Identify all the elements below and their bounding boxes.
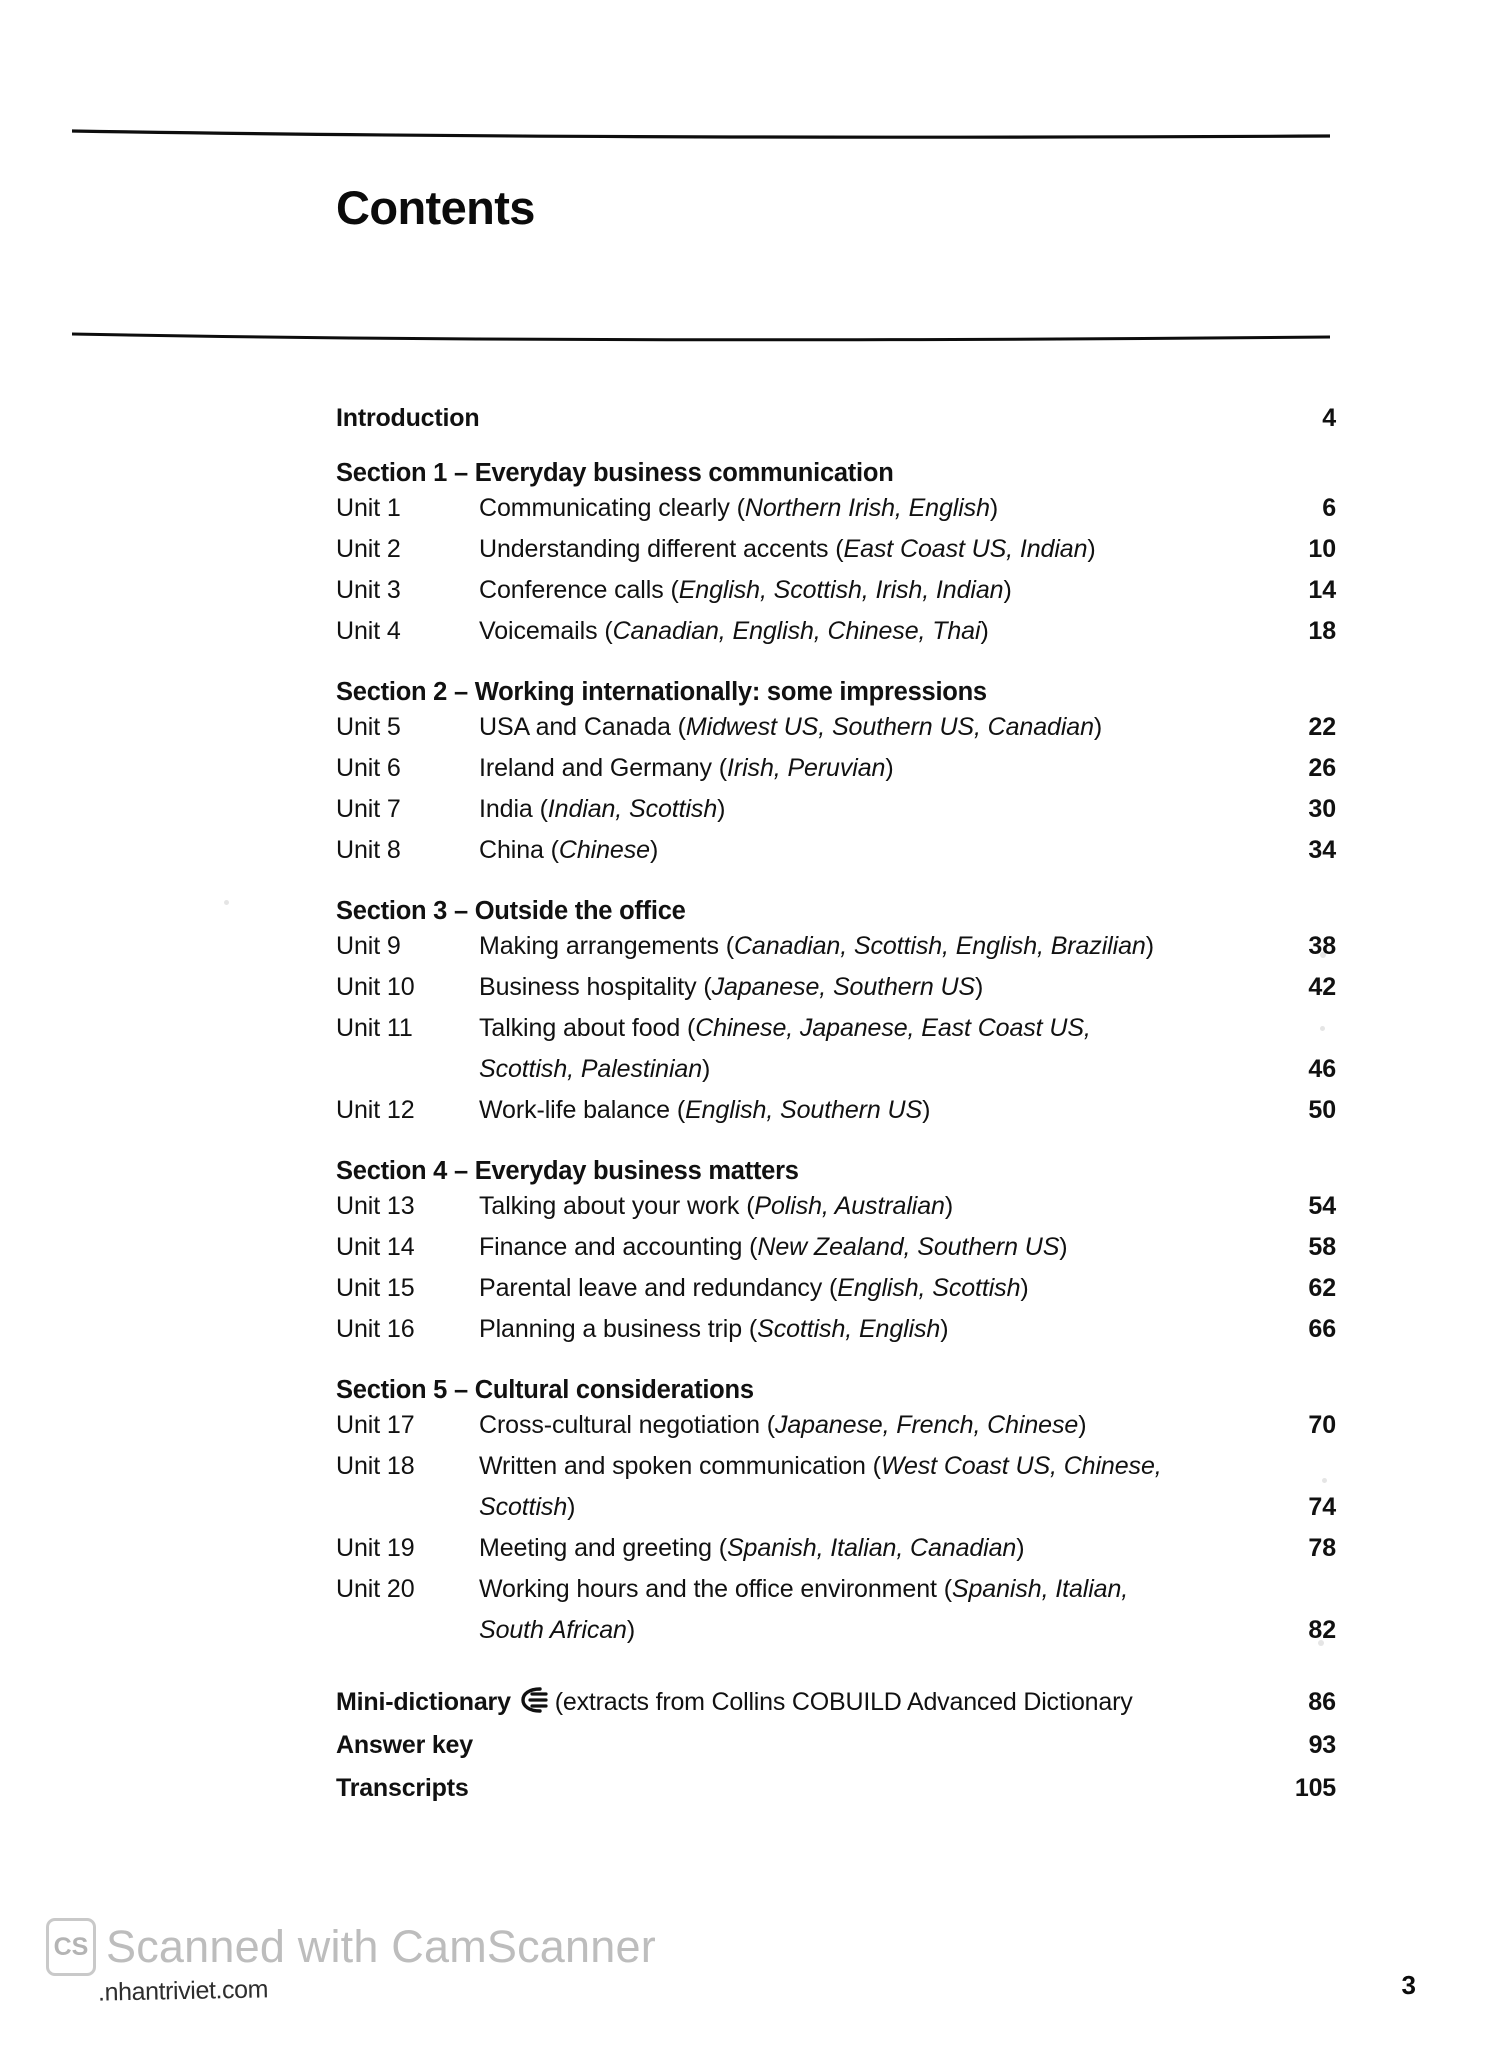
site-url-stamp: .nhantriviet.com (97, 1975, 269, 2007)
introduction-label: Introduction (336, 404, 480, 432)
unit-label: Unit 10 (336, 973, 415, 1001)
unit-title: Making arrangements (Canadian, Scottish, English, Brazilian) (479, 932, 1154, 960)
unit-title: Voicemails (Canadian, English, Chinese, Thai) (479, 617, 989, 645)
unit-title: Conference calls (English, Scottish, Irish, Indian) (479, 576, 1012, 604)
header-rule-bottom (72, 330, 1330, 344)
unit-page: 74 (1308, 1493, 1336, 1521)
answer-key-page: 93 (1308, 1731, 1336, 1759)
mini-dictionary-note: (extracts from Collins COBUILD Advanced Dictionary (554, 1688, 1133, 1716)
unit-page: 62 (1308, 1274, 1336, 1302)
toc-row-unit-6[interactable] (336, 748, 1336, 789)
section-heading-5: Section 5 – Cultural considerations (336, 1376, 754, 1404)
section-heading-2: Section 2 – Working internationally: some impressions (336, 678, 987, 706)
unit-page: 38 (1308, 932, 1336, 960)
unit-label: Unit 7 (336, 795, 401, 823)
toc-row-unit-19[interactable] (336, 1528, 1336, 1569)
toc-entry-mini-dictionary[interactable] (336, 1681, 1336, 1724)
mini-dictionary-line (336, 1681, 1246, 1724)
toc-row-unit-13[interactable] (336, 1186, 1336, 1227)
answer-key-label: Answer key (336, 1731, 473, 1759)
unit-title: Meeting and greeting (Spanish, Italian, Canadian) (479, 1534, 1025, 1562)
unit-label: Unit 5 (336, 713, 401, 741)
unit-page: 70 (1308, 1411, 1336, 1439)
unit-page: 78 (1308, 1534, 1336, 1562)
unit-title: Planning a business trip (Scottish, English) (479, 1315, 949, 1343)
toc-row-unit-8[interactable] (336, 830, 1336, 871)
section-heading-1: Section 1 – Everyday business communication (336, 459, 894, 487)
unit-label: Unit 6 (336, 754, 401, 782)
unit-label: Unit 4 (336, 617, 401, 645)
page-title: Contents (336, 181, 535, 234)
unit-page: 18 (1308, 617, 1336, 645)
unit-title: Working hours and the office environment (Spanish, Italian, South African) (479, 1575, 1129, 1644)
unit-label: Unit 3 (336, 576, 401, 604)
unit-label: Unit 18 (336, 1452, 415, 1480)
toc-row-unit-18[interactable] (336, 1446, 1336, 1528)
toc-entry-answer-key[interactable] (336, 1724, 1336, 1767)
toc-row-unit-11[interactable] (336, 1008, 1336, 1090)
scan-speckle (224, 900, 229, 905)
unit-label: Unit 9 (336, 932, 401, 960)
section-heading-4: Section 4 – Everyday business matters (336, 1157, 799, 1185)
collins-book-icon (519, 1686, 549, 1714)
toc-row-unit-2[interactable] (336, 529, 1336, 570)
header-rule-top (72, 128, 1330, 142)
unit-label: Unit 1 (336, 494, 401, 522)
unit-label: Unit 19 (336, 1534, 415, 1562)
unit-title: Cross-cultural negotiation (Japanese, French, Chinese) (479, 1411, 1087, 1439)
unit-page: 26 (1308, 754, 1336, 782)
unit-label: Unit 12 (336, 1096, 415, 1124)
unit-page: 58 (1308, 1233, 1336, 1261)
toc-row-unit-4[interactable] (336, 611, 1336, 652)
toc-entry-introduction[interactable] (336, 404, 1336, 433)
unit-title: Work-life balance (English, Southern US) (479, 1096, 931, 1124)
toc-row-unit-20[interactable] (336, 1569, 1336, 1651)
unit-label: Unit 8 (336, 836, 401, 864)
unit-label: Unit 20 (336, 1575, 415, 1603)
unit-title: USA and Canada (Midwest US, Southern US, Canadian) (479, 713, 1103, 741)
unit-label: Unit 13 (336, 1192, 415, 1220)
unit-label: Unit 16 (336, 1315, 415, 1343)
camscanner-watermark-text: Scanned with CamScanner (106, 1921, 656, 1972)
unit-title: Written and spoken communication (West Coast US, Chinese, Scottish) (479, 1452, 1162, 1521)
toc-entry-transcripts[interactable] (336, 1767, 1336, 1810)
unit-page: 14 (1308, 576, 1336, 604)
table-of-contents (336, 404, 1336, 1810)
introduction-page: 4 (1322, 404, 1336, 432)
toc-row-unit-3[interactable] (336, 570, 1336, 611)
unit-page: 50 (1308, 1096, 1336, 1124)
toc-row-unit-16[interactable] (336, 1309, 1336, 1350)
unit-title: Finance and accounting (New Zealand, Southern US) (479, 1233, 1068, 1261)
unit-label: Unit 2 (336, 535, 401, 563)
unit-title: China (Chinese) (479, 836, 659, 864)
unit-page: 30 (1308, 795, 1336, 823)
unit-page: 42 (1308, 973, 1336, 1001)
transcripts-page: 105 (1294, 1774, 1336, 1802)
mini-dictionary-page: 86 (1308, 1688, 1336, 1716)
toc-row-unit-14[interactable] (336, 1227, 1336, 1268)
unit-label: Unit 11 (336, 1014, 413, 1042)
toc-row-unit-10[interactable] (336, 967, 1336, 1008)
unit-page: 46 (1308, 1055, 1336, 1083)
unit-title: Ireland and Germany (Irish, Peruvian) (479, 754, 894, 782)
page-number: 3 (1401, 1970, 1416, 2000)
toc-row-unit-1[interactable] (336, 488, 1336, 529)
unit-title: Talking about food (Chinese, Japanese, East Coast US, Scottish, Palestinian) (479, 1014, 1091, 1083)
toc-row-unit-9[interactable] (336, 926, 1336, 967)
toc-row-unit-12[interactable] (336, 1090, 1336, 1131)
unit-title: Parental leave and redundancy (English, Scottish) (479, 1274, 1029, 1302)
unit-page: 34 (1308, 836, 1336, 864)
unit-title: Talking about your work (Polish, Australian) (479, 1192, 954, 1220)
toc-row-unit-15[interactable] (336, 1268, 1336, 1309)
unit-label: Unit 15 (336, 1274, 415, 1302)
unit-title: India (Indian, Scottish) (479, 795, 726, 823)
camscanner-watermark (46, 1918, 656, 1976)
unit-title: Business hospitality (Japanese, Southern US) (479, 973, 984, 1001)
unit-page: 10 (1308, 535, 1336, 563)
unit-page: 54 (1308, 1192, 1336, 1220)
mini-dictionary-label: Mini-dictionary (336, 1688, 511, 1716)
unit-page: 22 (1308, 713, 1336, 741)
section-heading-3: Section 3 – Outside the office (336, 897, 686, 925)
unit-page: 6 (1322, 494, 1336, 522)
unit-page: 82 (1308, 1616, 1336, 1644)
unit-page: 66 (1308, 1315, 1336, 1343)
toc-row-unit-5[interactable] (336, 707, 1336, 748)
unit-label: Unit 14 (336, 1233, 415, 1261)
toc-row-unit-7[interactable] (336, 789, 1336, 830)
toc-row-unit-17[interactable] (336, 1405, 1336, 1446)
transcripts-label: Transcripts (336, 1774, 469, 1802)
unit-title: Communicating clearly (Northern Irish, English) (479, 494, 999, 522)
unit-title: Understanding different accents (East Coast US, Indian) (479, 535, 1096, 563)
unit-label: Unit 17 (336, 1411, 415, 1439)
camscanner-logo-icon: CS (46, 1918, 96, 1976)
